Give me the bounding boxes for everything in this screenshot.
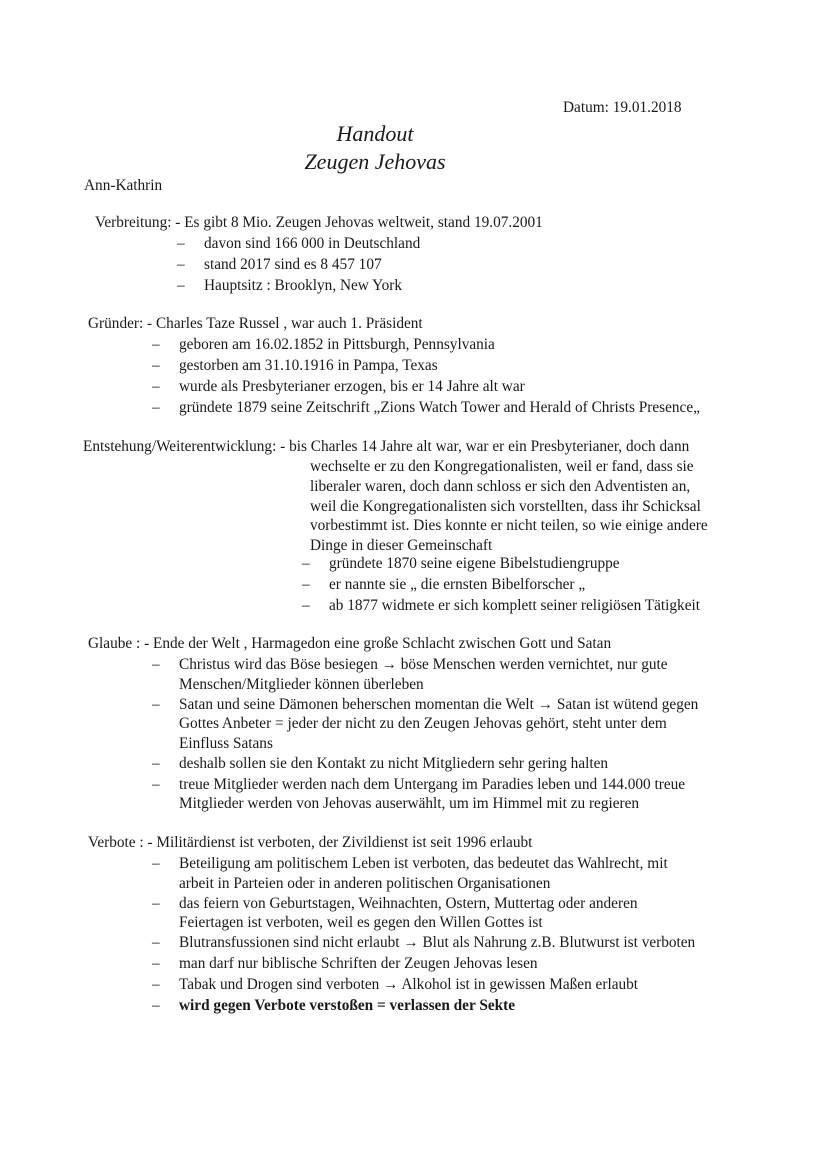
bullet-dash: –: [302, 576, 310, 593]
list-item-continuation: arbeit in Parteien oder in anderen politischen Organisationen: [179, 875, 551, 892]
list-item-bold: wird gegen Verbote verstoßen = verlassen der Sekte: [179, 997, 516, 1014]
bullet-dash: –: [152, 895, 160, 912]
bullet-dash: –: [302, 597, 310, 614]
bullet-dash: –: [152, 997, 160, 1014]
list-item: wurde als Presbyterianer erzogen, bis er 14 Jahre alt war: [179, 378, 525, 395]
section-entstehung-intro: Entstehung/Weiterentwicklung: - bis Charles 14 Jahre alt war, war er ein Presbyterianer, doch dann: [83, 438, 690, 455]
continuation-line: wechselte er zu den Kongregationalisten, weil er fand, dass sie: [310, 458, 694, 475]
list-item: geboren am 16.02.1852 in Pittsburgh, Pennsylvania: [179, 336, 495, 353]
list-item-continuation: Einfluss Satans: [179, 735, 273, 752]
date-label: Datum: 19.01.2018: [563, 99, 682, 116]
bullet-dash: –: [152, 934, 160, 951]
bullet-dash: –: [152, 696, 160, 713]
bullet-dash: –: [152, 776, 160, 793]
list-item: das feiern von Geburtstagen, Weihnachten, Ostern, Muttertag oder anderen: [179, 895, 638, 912]
list-item: Blutransfussionen sind nicht erlaubt → Blut als Nahrung z.B. Blutwurst ist verboten: [179, 934, 696, 951]
list-item: er nannte sie „ die ernsten Bibelforscher „: [329, 576, 586, 593]
bullet-dash: –: [177, 277, 185, 294]
title-line-1: Handout: [336, 121, 414, 146]
bullet-dash: –: [152, 755, 160, 772]
list-item: deshalb sollen sie den Kontakt zu nicht Mitgliedern sehr gering halten: [179, 755, 609, 772]
bullet-dash: –: [152, 378, 160, 395]
section-verbreitung-intro: Verbreitung: - Es gibt 8 Mio. Zeugen Jehovas weltweit, stand 19.07.2001: [95, 214, 543, 231]
list-item: Tabak und Drogen sind verboten → Alkohol ist in gewissen Maßen erlaubt: [179, 976, 639, 993]
continuation-line: weil die Kongregationalisten sich vorstellten, dass ihr Schicksal: [310, 498, 701, 515]
bullet-dash: –: [152, 976, 160, 993]
bullet-dash: –: [152, 357, 160, 374]
list-item-continuation: Mitglieder werden von Jehovas auserwählt, um im Himmel mit zu regieren: [179, 795, 640, 812]
list-item: gestorben am 31.10.1916 in Pampa, Texas: [179, 357, 438, 374]
bullet-dash: –: [152, 656, 160, 673]
continuation-line: liberaler waren, doch dann schloss er sich den Adventisten an,: [310, 478, 691, 495]
list-item-continuation: Gottes Anbeter = jeder der nicht zu den Zeugen Jehovas gehört, steht unter dem: [179, 715, 667, 732]
bullet-dash: –: [152, 955, 160, 972]
list-item: Beteiligung am politischem Leben ist verboten, das bedeutet das Wahlrecht, mit: [179, 855, 668, 872]
continuation-line: Dinge in dieser Gemeinschaft: [310, 537, 493, 554]
bullet-dash: –: [177, 235, 185, 252]
list-item: Christus wird das Böse besiegen → böse Menschen werden vernichtet, nur gute: [179, 656, 668, 673]
section-glaube-intro: Glaube : - Ende der Welt , Harmagedon eine große Schlacht zwischen Gott und Satan: [88, 635, 612, 652]
bullet-dash: –: [152, 855, 160, 872]
list-item-continuation: Feiertagen ist verboten, weil es gegen den Willen Gottes ist: [179, 914, 543, 931]
list-item: Hauptsitz : Brooklyn, New York: [204, 277, 403, 294]
title-line-2: Zeugen Jehovas: [304, 149, 446, 174]
list-item: gründete 1870 seine eigene Bibelstudiengruppe: [329, 555, 620, 572]
section-gruender-intro: Gründer: - Charles Taze Russel , war auch 1. Präsident: [88, 315, 423, 332]
list-item: stand 2017 sind es 8 457 107: [204, 256, 382, 273]
author-name: Ann-Kathrin: [84, 177, 163, 194]
list-item: treue Mitglieder werden nach dem Untergang im Paradies leben und 144.000 treue: [179, 776, 686, 793]
list-item: ab 1877 widmete er sich komplett seiner religiösen Tätigkeit: [329, 597, 700, 614]
bullet-dash: –: [177, 256, 185, 273]
bullet-dash: –: [152, 336, 160, 353]
list-item: gründete 1879 seine Zeitschrift „Zions Watch Tower and Herald of Christs Presence„: [179, 399, 700, 416]
list-item: davon sind 166 000 in Deutschland: [204, 235, 421, 252]
list-item: Satan und seine Dämonen beherschen momentan die Welt → Satan ist wütend gegen: [179, 696, 699, 713]
continuation-line: vorbestimmt ist. Dies konnte er nicht teilen, so wie einige andere: [310, 517, 708, 534]
list-item-continuation: Menschen/Mitglieder können überleben: [179, 676, 424, 693]
bullet-dash: –: [152, 399, 160, 416]
list-item: man darf nur biblische Schriften der Zeugen Jehovas lesen: [179, 955, 538, 972]
section-verbote-intro: Verbote : - Militärdienst ist verboten, der Zivildienst ist seit 1996 erlaubt: [88, 834, 533, 851]
bullet-dash: –: [302, 555, 310, 572]
